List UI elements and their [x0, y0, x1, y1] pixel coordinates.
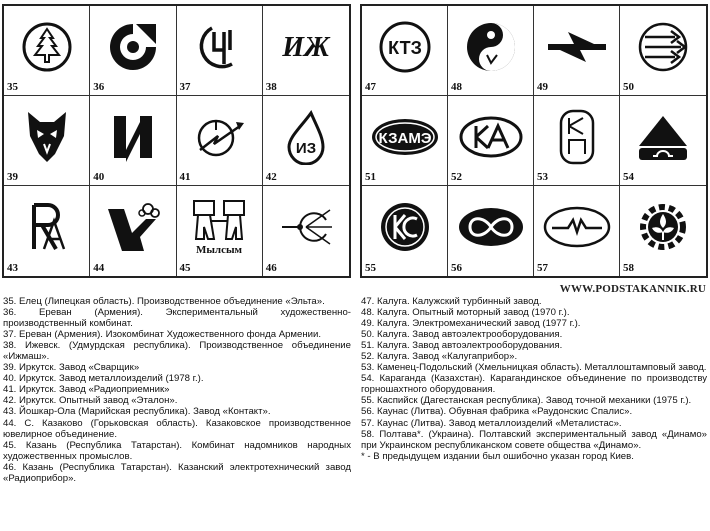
logo-number: 56 [451, 262, 462, 274]
ktz-text: КТЗ [387, 37, 422, 58]
logo-number: 46 [265, 262, 277, 274]
kzame-text: КЗАМЭ [377, 129, 432, 147]
logo-cell-47 [362, 6, 448, 96]
logo-number: 57 [537, 262, 548, 274]
caption-41: 41. Иркутск. Завод «Радиоприемник» [3, 384, 170, 396]
logo-cell-41 [177, 96, 263, 186]
logo-cell-39 [4, 96, 90, 186]
logo-number: 55 [365, 262, 376, 274]
logo-cell-45 [177, 186, 263, 276]
caption-38: 38. Ижевск. (Удмурдская республика). Производственное объединение «Ижмаш». [3, 340, 351, 363]
drop-iz-icon [281, 109, 331, 165]
circle-arrow-icon [106, 20, 160, 74]
triple-arrow-circle-icon [635, 19, 691, 75]
logo-cell-51 [362, 96, 448, 186]
logo-number: 39 [7, 171, 18, 183]
logo-cell-46 [263, 186, 349, 276]
logo-cell-55 [362, 186, 448, 276]
mylsym-text: Мылсым [196, 244, 243, 257]
tribal-face-icon [22, 108, 72, 166]
caption-35: 35. Елец (Липецкая область). Производственное объединение «Эльта». [3, 296, 325, 307]
caption-47: 47. Калуга. Калужский турбинный завод. [361, 296, 542, 307]
logo-number: 40 [93, 171, 105, 183]
logo-number: 54 [623, 171, 634, 183]
izh-text: ИЖ [282, 31, 330, 63]
caption-37: 37. Ереван (Армения). Изокомбинат Художественного фонда Армении. [3, 329, 322, 341]
logo-cell-49 [534, 6, 620, 96]
logo-cell-43 [4, 186, 90, 276]
logo-grid-right [360, 4, 708, 278]
logo-cell-40 [90, 96, 176, 186]
footnote: * - В предыдущем издании был ошибочно указан город Киев. [361, 450, 634, 462]
caption-36: 36. Ереван (Армения). Экспериментальный художественно-производственный комбинат. [3, 307, 351, 330]
two-figures-icon [184, 197, 254, 257]
tree-in-circle-icon [20, 20, 74, 74]
logo-cell-36 [90, 6, 176, 96]
svg-text:ИЗ: ИЗ [295, 139, 316, 157]
radio-lightning-icon [190, 110, 248, 164]
logo-number: 51 [365, 171, 376, 183]
caption-42: 42. Иркутск. Опытный завод «Эталон». [3, 395, 178, 407]
arrow-lightning-icon [544, 22, 610, 72]
logo-cell-50 [620, 6, 706, 96]
logo-cell-54 [620, 96, 706, 186]
logo-number: 52 [451, 171, 462, 183]
yin-yang-flame-icon [463, 19, 519, 75]
logo-cell-58 [620, 186, 706, 276]
logo-cell-44 [90, 186, 176, 276]
caption-48: 48. Калуга. Опытный моторный завод (1970 г.). [361, 307, 570, 319]
logo-number: 43 [7, 262, 18, 274]
logo-number: 48 [451, 81, 462, 93]
caption-51: 51. Калуга. Завод автоэлектрооборудования. [361, 340, 563, 352]
site-credit: WWW.PODSTAKANNIK.RU [559, 283, 706, 295]
kp-rounded-rect-icon [557, 108, 597, 166]
kzame-oval-icon [369, 115, 441, 159]
logo-cell-53 [534, 96, 620, 186]
logo-number: 41 [179, 171, 191, 183]
eh-monogram-icon [192, 20, 246, 74]
logo-number: 38 [265, 81, 277, 93]
gear-flower-icon [634, 198, 692, 256]
logo-cell-52 [448, 96, 534, 186]
captions-right [361, 296, 707, 462]
caption-39: 39. Иркутск. Завод «Сварщик» [3, 362, 140, 374]
ktz-circle-icon [377, 19, 433, 75]
logo-number: 35 [7, 81, 18, 93]
caption-52: 52. Калуга. Завод «Калугаприбор». [361, 351, 518, 363]
logo-number: 42 [265, 171, 277, 183]
logo-number: 50 [623, 81, 634, 93]
logo-number: 49 [537, 81, 548, 93]
infinity-oval-icon [456, 204, 526, 250]
logo-grid-left [2, 4, 351, 278]
i-block-letter-icon [108, 110, 158, 164]
caption-40: 40. Иркутск. Завод металлоизделий (1978 г.). [3, 373, 204, 385]
caption-54: 54. Караганда (Казахстан). Карагандинское объединение по производству горношахтного оборудования. [361, 373, 707, 396]
caption-57: 57. Каунас (Литва). Завод металлоизделий «Металистас». [361, 417, 622, 429]
caption-45: 45. Казань (Республика Татарстан). Комбинат надомников народных художественных промыслов. [3, 439, 351, 462]
logo-number: 45 [179, 262, 191, 274]
caption-53: 53. Каменец-Подольский (Хмельницкая область). Металлоштамповый завод. [361, 362, 707, 374]
ka-oval-icon [458, 114, 524, 160]
caption-44: 44. С. Казаково (Горьковская область). Казаковское производственное ювелирное объединение. [3, 417, 351, 440]
logo-cell-48 [448, 6, 534, 96]
logo-number: 37 [179, 81, 191, 93]
logo-cell-38 [263, 6, 349, 96]
m-wave-oval-icon [542, 204, 612, 250]
caption-58: 58. Полтава*. (Украина). Полтавский экспериментальный завод «Динамо» при Украинском республиканском совете общества «Динамо». [361, 428, 707, 451]
caption-46: 46. Казань (Республика Татарстан). Казанский электротехнический завод «Радиоприбор». [3, 461, 351, 484]
logo-cell-42 [263, 96, 349, 186]
ks-circle-icon [377, 199, 433, 255]
caption-56: 56. Каунас (Литва). Обувная фабрика «Раудонскис Спалис». [361, 406, 633, 418]
caption-50: 50. Калуга. Завод автоэлектрооборудования. [361, 329, 563, 341]
lamp-light-icon [276, 202, 336, 252]
caption-49: 49. Калуга. Электромеханический завод (1977 г.). [361, 318, 581, 330]
logo-number: 36 [93, 81, 105, 93]
logo-number: 44 [93, 262, 105, 274]
k-bracelet-icon [102, 199, 164, 255]
logo-cell-56 [448, 186, 534, 276]
caption-43: 43. Йошкар-Ола (Марийская республика). Завод «Контакт». [3, 406, 271, 418]
logo-cell-35 [4, 6, 90, 96]
captions-left [3, 296, 351, 484]
logo-cell-57 [534, 186, 620, 276]
caption-55: 55. Каспийск (Дагестанская республика). Завод точной механики (1975 г.). [361, 395, 692, 407]
logo-number: 58 [623, 262, 634, 274]
logo-number: 53 [537, 171, 548, 183]
omega-triangle-icon [635, 112, 691, 162]
logo-number: 47 [365, 81, 376, 93]
logo-cell-37 [177, 6, 263, 96]
ra-monogram-icon [22, 199, 72, 255]
izh-wordmark-icon [271, 27, 341, 67]
